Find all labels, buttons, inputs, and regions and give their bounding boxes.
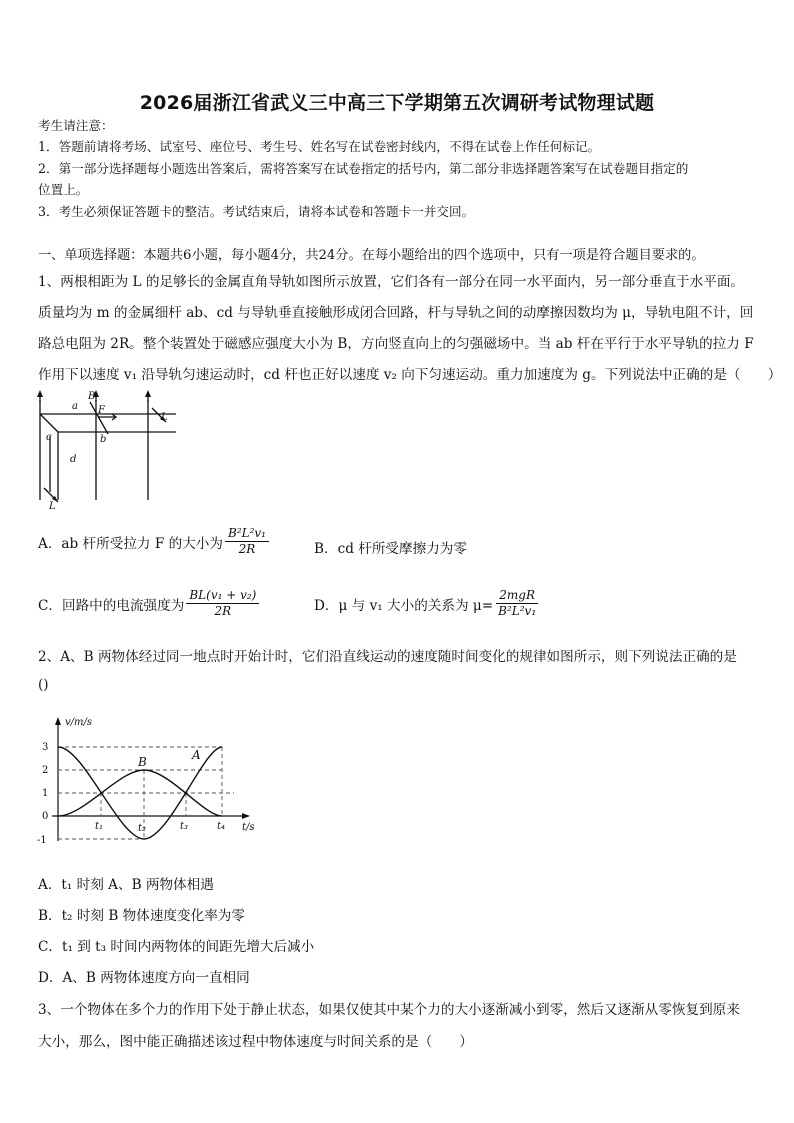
q2-option-b[interactable]: B．t₂ 时刻 B 物体速度变化率为零 xyxy=(38,908,245,924)
q1-option-a-fraction xyxy=(225,526,269,557)
q3-line-2: 大小，那么，图中能正确描述该过程中物体速度与时间关系的是（ ） xyxy=(38,1034,473,1050)
notice-item-2: 2．第一部分选择题每小题选出答案后，需将答案写在试卷指定的括号内，第二部分非选择题答案写在试卷题目指定的 xyxy=(38,161,689,176)
xtick-t2: t₂ xyxy=(138,823,147,834)
label-L-bottom: L xyxy=(49,501,56,512)
q1-option-d[interactable] xyxy=(314,588,541,619)
q1-option-d-num: 2mgR xyxy=(496,588,538,604)
q2-option-d[interactable]: D．A、B 两物体速度方向一直相同 xyxy=(38,970,250,986)
notice-item-3: 3．考生必须保证答题卡的整洁。考试结束后，请将本试卷和答题卡一并交回。 xyxy=(38,204,475,219)
notice-item-2-cont: 位置上。 xyxy=(38,182,89,197)
page-title: 2026届浙江省武义三中高三下学期第五次调研考试物理试题 xyxy=(139,92,655,114)
q2-line-2: () xyxy=(38,677,49,693)
label-a: a xyxy=(72,401,78,412)
ytick-0: 0 xyxy=(42,811,49,822)
ytick-2: 2 xyxy=(42,765,49,776)
q1-rail-figure xyxy=(34,388,184,513)
q1-line-2: 质量均为 m 的金属细杆 ab、cd 与导轨垂直接触形成闭合回路，杆与导轨之间的动摩擦因数均为 μ，导轨电阻不计，回 xyxy=(38,305,754,321)
graph-xlabel: t/s xyxy=(242,822,255,833)
q2-vt-graph xyxy=(34,713,274,851)
q2-line-1: 2、A、B 两物体经过同一地点时开始计时，它们沿直线运动的速度随时间变化的规律如图所示，则下列说法正确的是 xyxy=(38,649,737,665)
notice-heading: 考生请注意： xyxy=(38,118,114,133)
q2-option-c[interactable]: C．t₁ 到 t₃ 时间内两物体的间距先增大后减小 xyxy=(38,939,315,955)
curve-a-label: A xyxy=(192,748,201,762)
label-B: B xyxy=(88,391,96,402)
xtick-t1: t₁ xyxy=(95,821,104,832)
ytick-3: 3 xyxy=(42,742,49,753)
q1-option-b[interactable]: B．cd 杆所受摩擦力为零 xyxy=(314,541,467,557)
notice-item-1: 1．答题前请将考场、试室号、座位号、考生号、姓名写在试卷密封线内，不得在试卷上作任何标记。 xyxy=(38,139,601,154)
q1-option-a-num: B²L²v₁ xyxy=(225,526,269,542)
xtick-t3: t₃ xyxy=(180,821,189,832)
curve-b-label: B xyxy=(138,755,147,769)
q1-line-3: 路总电阻为 2R。整个装置处于磁感应强度大小为 B，方向竖直向上的匀强磁场中。当 ab 杆在平行于水平导轨的拉力 F xyxy=(38,336,754,352)
q3-line-1: 3、一个物体在多个力的作用下处于静止状态，如果仅使其中某个力的大小逐渐减小到零，然后又逐渐从零恢复到原来 xyxy=(38,1002,740,1018)
ytick-neg1: -1 xyxy=(37,835,47,846)
q1-option-c-den: 2R xyxy=(214,604,232,618)
label-d: d xyxy=(70,454,77,465)
q1-option-c[interactable] xyxy=(38,588,261,619)
section-heading: 一、单项选择题：本题共6小题，每小题4分，共24分。在每小题给出的四个选项中，只有一项是符合题目要求的。 xyxy=(38,248,705,263)
label-c: c xyxy=(46,432,52,443)
q1-option-c-text: C．回路中的电流强度为 xyxy=(38,597,185,614)
q2-option-a[interactable]: A．t₁ 时刻 A、B 两物体相遇 xyxy=(38,877,214,893)
label-L-top: L xyxy=(161,412,168,423)
q1-option-a-text: A．ab 杆所受拉力 F 的大小为 xyxy=(38,535,223,552)
label-F: F xyxy=(98,405,105,416)
q1-option-d-den: B²L²v₁ xyxy=(498,604,537,618)
q1-option-d-text: D．μ 与 v₁ 大小的关系为 μ= xyxy=(314,597,494,614)
q1-line-1: 1、两根相距为 L 的足够长的金属直角导轨如图所示放置，它们各有一部分在同一水平面内，另一部分垂直于水平面。 xyxy=(38,274,745,290)
q1-option-a-den: 2R xyxy=(238,542,256,556)
label-b: b xyxy=(100,434,107,445)
q1-option-c-num: BL(v₁ + v₂) xyxy=(186,588,259,604)
q1-line-4: 作用下以速度 v₁ 沿导轨匀速运动时，cd 杆也正好以速度 v₂ 向下匀速运动。重力加速度为 g。下列说法中正确的是（ ） xyxy=(38,367,782,383)
q1-option-a[interactable] xyxy=(38,526,271,557)
q1-option-d-fraction xyxy=(495,588,539,619)
ytick-1: 1 xyxy=(42,788,49,799)
graph-ylabel: v/m/s xyxy=(65,717,93,728)
xtick-t4: t₄ xyxy=(217,821,226,832)
q1-option-c-fraction xyxy=(186,588,259,619)
